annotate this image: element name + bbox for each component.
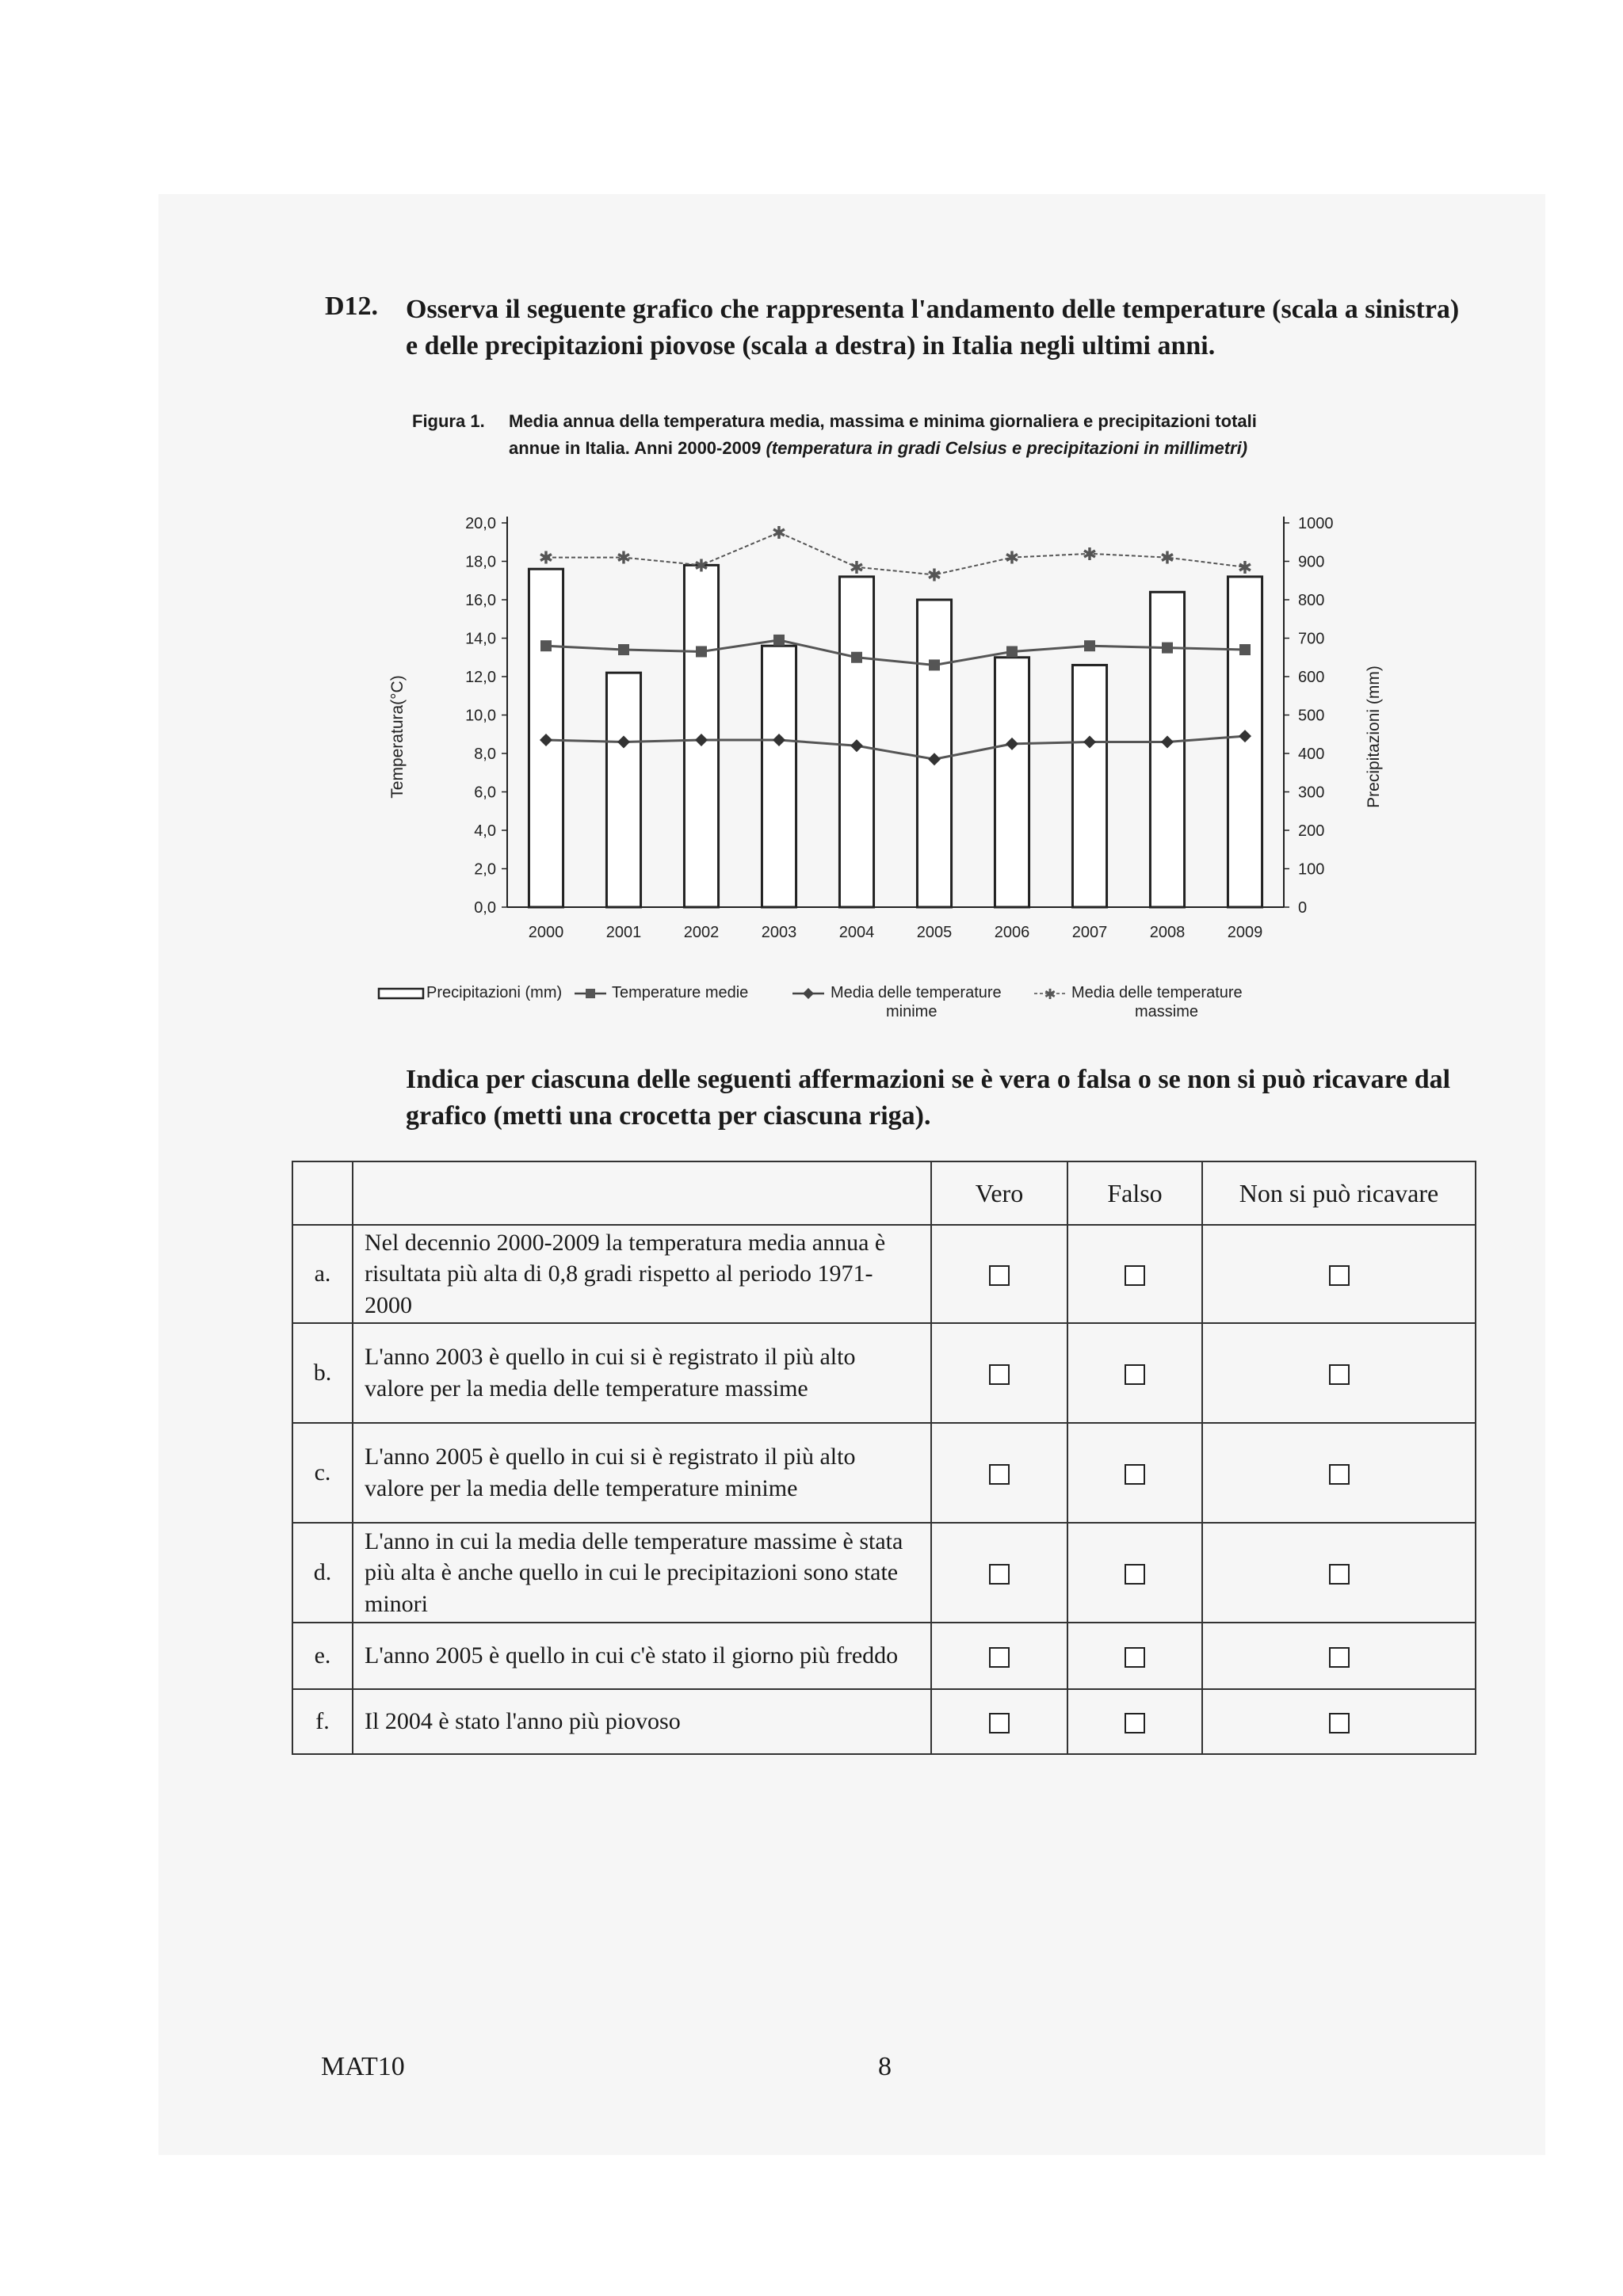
non-si-puo-ricavare-checkbox[interactable] [1329, 1464, 1350, 1485]
legend-medie-label: Temperature medie [612, 984, 749, 1001]
x-tick-label: 2005 [916, 924, 953, 941]
falso-cell [1067, 1423, 1202, 1523]
y-right-tick-label: 500 [1298, 707, 1325, 725]
series-line [546, 736, 1245, 759]
y-right-tick-label: 100 [1298, 860, 1325, 879]
x-tick-label: 2004 [838, 924, 875, 941]
y-left-tick-label: 20,0 [465, 515, 496, 532]
vero-cell [931, 1689, 1067, 1754]
y-left-tick-label: 0,0 [474, 899, 496, 917]
page-number: 8 [878, 2052, 892, 2081]
falso-cell [1067, 1523, 1202, 1623]
y-right-tick-label: 0 [1298, 899, 1308, 917]
x-tick-label: 2008 [1149, 924, 1186, 941]
temp-media-point [1084, 640, 1095, 651]
y-right-tick-label: 1000 [1298, 515, 1334, 532]
y-left-tick-label: 12,0 [465, 669, 496, 686]
falso-checkbox[interactable] [1125, 1564, 1145, 1585]
temp-media-point [540, 640, 552, 651]
table-row [292, 1323, 1476, 1423]
precip-bar [1072, 665, 1106, 907]
header-empty-letter [292, 1161, 353, 1225]
precip-bar [1150, 592, 1184, 907]
legend-massime-marker: ✱ [1044, 986, 1056, 1002]
row-letter: e. [292, 1623, 353, 1689]
non-si-puo-ricavare-cell [1202, 1689, 1476, 1754]
falso-checkbox[interactable] [1125, 1364, 1145, 1385]
falso-checkbox[interactable] [1125, 1713, 1145, 1733]
vero-cell [931, 1225, 1067, 1323]
y-right-tick-label: 700 [1298, 630, 1325, 648]
non-si-puo-ricavare-checkbox[interactable] [1329, 1364, 1350, 1385]
x-tick-label: 2000 [528, 924, 564, 941]
legend-precip-swatch [379, 989, 423, 998]
precip-bar [606, 673, 640, 907]
figure-caption-italic: (temperatura in gradi Celsius e precipitazioni in millimetri) [766, 438, 1248, 459]
y-left-tick-label: 16,0 [465, 592, 496, 609]
row-statement: L'anno 2005 è quello in cui si è registrato il più alto valore per la media delle temperature minime [353, 1423, 931, 1523]
y-left-tick-label: 14,0 [465, 630, 496, 648]
figure-caption [412, 408, 1426, 462]
x-tick-label: 2001 [605, 924, 642, 941]
falso-cell [1067, 1225, 1202, 1323]
temp-massima-point: ✱ [1004, 547, 1020, 568]
header-falso: Falso [1067, 1161, 1202, 1225]
falso-cell [1067, 1623, 1202, 1689]
temp-massima-point: ✱ [538, 547, 554, 568]
vero-cell [931, 1523, 1067, 1623]
temp-massima-point: ✱ [1237, 557, 1253, 578]
y-left-tick-label: 10,0 [465, 707, 496, 725]
precip-bar [762, 646, 796, 907]
temp-massima-point: ✱ [1082, 543, 1098, 564]
non-si-puo-ricavare-checkbox[interactable] [1329, 1564, 1350, 1585]
row-letter: d. [292, 1523, 353, 1623]
footer-code: MAT10 [321, 2052, 405, 2081]
temp-massima-point: ✱ [771, 523, 787, 543]
temp-media-point [1239, 644, 1251, 655]
instruction-text: Indica per ciascuna delle seguenti affermazioni se è vera o falsa o se non si può ricavare dal grafico (metti una crocetta per ciascuna riga). [406, 1065, 1451, 1131]
temperature-precipitation-chart [372, 499, 1403, 1020]
temp-massima-point: ✱ [1159, 547, 1175, 568]
header-non-si-puo-ricavare: Non si può ricavare [1202, 1161, 1476, 1225]
temp-media-point [773, 635, 785, 646]
temp-media-point [618, 644, 629, 655]
temp-media-point [696, 646, 707, 657]
x-tick-label: 2006 [994, 924, 1030, 941]
y-left-tick-label: 6,0 [474, 784, 496, 802]
table-row [292, 1523, 1476, 1623]
temp-media-point [929, 659, 940, 670]
series-line [546, 640, 1245, 666]
row-statement: L'anno in cui la media delle temperature massime è stata più alta è anche quello in cui le precipitazioni sono state minori [353, 1523, 931, 1623]
legend-minime-marker [803, 988, 814, 999]
non-si-puo-ricavare-cell [1202, 1423, 1476, 1523]
temp-massima-point: ✱ [693, 555, 709, 576]
row-statement: L'anno 2003 è quello in cui si è registrato il più alto valore per la media delle temperature massime [353, 1323, 931, 1423]
non-si-puo-ricavare-checkbox[interactable] [1329, 1713, 1350, 1733]
falso-checkbox[interactable] [1125, 1647, 1145, 1668]
legend-minime-label-1: Media delle temperature [831, 984, 1002, 1001]
x-tick-label: 2007 [1071, 924, 1108, 941]
vero-checkbox[interactable] [989, 1364, 1010, 1385]
table-header-row [292, 1161, 1476, 1225]
y-axis-label-left: Temperatura(°C) [388, 675, 407, 799]
legend-medie-marker [586, 989, 595, 998]
question-text: Osserva il seguente grafico che rappresenta l'andamento delle temperature (scala a sinistra) e delle precipitazioni piovose (scala a destra) in Italia negli ultimi anni. [406, 295, 1460, 360]
row-letter: b. [292, 1323, 353, 1423]
y-right-tick-label: 200 [1298, 822, 1325, 840]
non-si-puo-ricavare-cell [1202, 1225, 1476, 1323]
header-vero: Vero [931, 1161, 1067, 1225]
figure-label: Figura 1. [412, 411, 485, 431]
temp-media-point [851, 652, 862, 663]
precip-bar [995, 658, 1029, 907]
row-statement: Il 2004 è stato l'anno più piovoso [353, 1689, 931, 1754]
figure-caption-line1: Media annua della temperatura media, massima e minima giornaliera e precipitazioni totali [509, 411, 1257, 431]
legend-minime-label-2: minime [886, 1003, 938, 1020]
vero-cell [931, 1423, 1067, 1523]
falso-checkbox[interactable] [1125, 1265, 1145, 1286]
temp-media-point [1162, 643, 1173, 654]
vero-checkbox[interactable] [989, 1265, 1010, 1286]
temp-massima-point: ✱ [849, 557, 865, 578]
falso-cell [1067, 1323, 1202, 1423]
temp-massima-point: ✱ [926, 565, 942, 585]
x-tick-label: 2009 [1227, 924, 1263, 941]
table-row [292, 1423, 1476, 1523]
non-si-puo-ricavare-cell [1202, 1623, 1476, 1689]
x-tick-label: 2002 [683, 924, 720, 941]
y-left-tick-label: 18,0 [465, 553, 496, 571]
vero-checkbox[interactable] [989, 1564, 1010, 1585]
y-left-tick-label: 4,0 [474, 822, 496, 840]
statements-table [292, 1161, 1476, 1755]
non-si-puo-ricavare-cell [1202, 1523, 1476, 1623]
y-right-tick-label: 300 [1298, 784, 1325, 802]
figure-caption-line2: annue in Italia. Anni 2000-2009 [509, 438, 762, 459]
falso-cell [1067, 1689, 1202, 1754]
row-letter: f. [292, 1689, 353, 1754]
row-statement: L'anno 2005 è quello in cui c'è stato il giorno più freddo [353, 1623, 931, 1689]
table-row [292, 1623, 1476, 1689]
row-letter: a. [292, 1225, 353, 1323]
row-statement: Nel decennio 2000-2009 la temperatura media annua è risultata più alta di 0,8 gradi rispetto al periodo 1971-2000 [353, 1225, 931, 1323]
y-right-tick-label: 900 [1298, 553, 1325, 571]
non-si-puo-ricavare-checkbox[interactable] [1329, 1265, 1350, 1286]
y-left-tick-label: 2,0 [474, 860, 496, 879]
falso-checkbox[interactable] [1125, 1464, 1145, 1485]
question-number: D12. [325, 292, 379, 321]
series-line [546, 532, 1245, 574]
vero-checkbox[interactable] [989, 1464, 1010, 1485]
legend-massime-label-2: massime [1135, 1003, 1199, 1020]
vero-cell [931, 1623, 1067, 1689]
table-row [292, 1225, 1476, 1323]
row-letter: c. [292, 1423, 353, 1523]
temp-media-point [1006, 646, 1018, 657]
y-left-tick-label: 8,0 [474, 746, 496, 763]
vero-cell [931, 1323, 1067, 1423]
temp-massima-point: ✱ [616, 547, 632, 568]
vero-checkbox[interactable] [989, 1647, 1010, 1668]
non-si-puo-ricavare-cell [1202, 1323, 1476, 1423]
non-si-puo-ricavare-checkbox[interactable] [1329, 1647, 1350, 1668]
y-right-tick-label: 800 [1298, 592, 1325, 609]
y-right-tick-label: 600 [1298, 669, 1325, 686]
legend-massime-label-1: Media delle temperature [1071, 984, 1243, 1001]
header-empty-statement [353, 1161, 931, 1225]
vero-checkbox[interactable] [989, 1713, 1010, 1733]
y-right-tick-label: 400 [1298, 746, 1325, 763]
x-tick-label: 2003 [761, 924, 797, 941]
legend-precip-label: Precipitazioni (mm) [426, 984, 563, 1001]
y-axis-label-right: Precipitazioni (mm) [1365, 666, 1383, 808]
table-row [292, 1689, 1476, 1754]
